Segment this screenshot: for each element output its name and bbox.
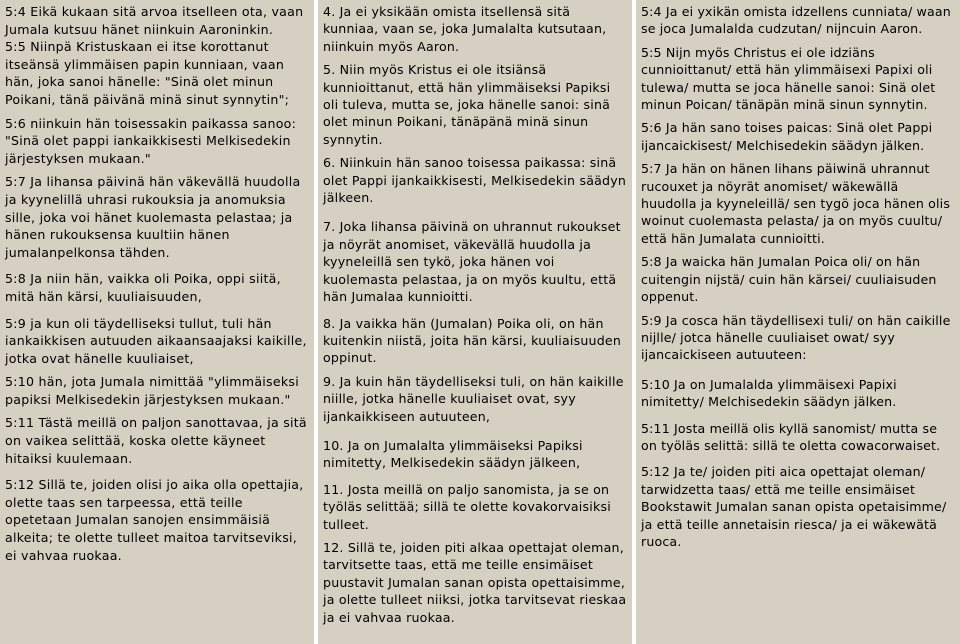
verse-11: 11. Josta meillä on paljo sanomista, ja se on työläs selittää; sillä te olette kovakorvaisiksi tulleet.	[323, 481, 611, 532]
verse-1642-5-6: 5:6 Ja hän sano toises paicas: Sinä olet Pappi ijancaickisest/ Melchisedekin säädyn jälken.	[641, 120, 933, 153]
verse-9: 9. Ja kuin hän täydelliseksi tuli, on hän kaikille niille, jotka hänelle kuuliaiset ovat, syy ijankaikkiseen autuuteen,	[323, 373, 624, 424]
verse-5-6: 5:6 niinkuin hän toisessakin paikassa sanoo: "Sinä olet pappi iankaikkisesti Melkisedekin järjestyksen mukaan."	[5, 115, 297, 166]
verse-1642-5-11: 5:11 Josta meillä olis kyllä sanomist/ mutta se on työläs selittä: sillä te oletta cowacorwaiset.	[641, 420, 941, 453]
verse-5-11: 5:11 Tästä meillä on paljon sanottavaa, ja sitä on vaikea selittää, koska olette käyneet hitaiksi kuulemaan.	[5, 415, 307, 466]
verse-7: 7. Joka lihansa päivinä on uhrannut rukoukset ja nöyrät anomiset, väkevällä huudolla ja kyyneleillä sen tykö, joka hänen voi kuolemasta pelastaa, ja on myös kuultu, että hän Jumalaa kunnioitti.	[323, 219, 621, 305]
verse-5-9: 5:9 ja kun oli täydelliseksi tullut, tuli hän iankaikkisen autuuden aikaansaajaksi kaikille, jotka ovat hänelle kuuliaiset,	[5, 315, 307, 366]
verse-5-12: 5:12 Sillä te, joiden olisi jo aika olla opettajia, olette taas sen tarpeessa, että teille opetetaan Jumalan sanojen ensimmäisiä alkeita; te olette tulleet maitoa tarvitseviksi, ei vahvaa ruokaa.	[5, 477, 304, 563]
verse-5-10: 5:10 hän, jota Jumala nimittää "ylimmäiseksi papiksi Melkisedekin järjestyksen mukaan."	[5, 374, 299, 407]
verse-12: 12. Sillä te, joiden piti alkaa opettajat oleman, tarvitsette taas, että me teille ensimäiset puustavit Jumalan sanan opista opettaisimme, ja olette tulleet niiksi, jotka tarvitsevat rieskaa ja ei vahvaa ruokaa.	[323, 539, 627, 625]
verse-1642-5-5: 5:5 Nijn myös Christus ei ole idziäns cunnioittanut/ että hän ylimmäisexi Papixi oli tulewa/ mutta se joca hänelle sanoi: Sinä olet minun Poican/ tänäpän minä sinun synnytin.	[641, 44, 936, 113]
verse-5-5: 5:5 Niinpä Kristuskaan ei itse korottanut itseänsä ylimmäisen papin kunniaan, vaan hän, joka sanoi hänelle: "Sinä olet minun Poikani, tänä päivänä minä sinut synnytin";	[5, 39, 290, 107]
verse-5-7: 5:7 Ja lihansa päivinä hän väkevällä huudolla ja kyynelillä uhrasi rukouksia ja anomuksia sille, joka voi hänet kuolemasta pelastaa; ja hänen rukouksensa kuultiin hänen jumalanpelkonsa tähden.	[5, 174, 301, 260]
verse-1642-5-4: 5:4 Ja ei yxikän omista idzellens cunniata/ waan se joca Jumalalda cudzutan/ nijncuin Aaron.	[641, 4, 951, 37]
verse-1642-5-7: 5:7 Ja hän on hänen lihans päiwinä uhrannut rucouxet ja nöyrät anomiset/ wäkewällä huudolla ja kyyneleillä/ sen tygö joca hänen olis woinut cuolemasta pelasta/ ja on myös cuultu/ että hän Jumalata cunnioitti.	[641, 161, 951, 246]
verse-1642-5-9: 5:9 Ja cosca hän täydellisexi tuli/ on hän caikille nijlle/ jotca hänelle cuuliaiset owat/ syy ijancaickiseen autuuteen:	[641, 312, 951, 363]
verse-1642-5-8: 5:8 Ja waicka hän Jumalan Poica oli/ on hän cuitengin nijstä/ cuin hän kärsei/ cuuliaisuden oppenut.	[641, 254, 937, 305]
verse-8: 8. Ja vaikka hän (Jumalan) Poika oli, on hän kuitenkin niistä, joita hän kärsi, kuuliaisuuden oppinut.	[323, 315, 622, 366]
verse-4: 4. Ja ei yksikään omista itsellensä sitä kunniaa, vaan se, joka Jumalalta kutsutaan, niinkuin myös Aaron.	[323, 4, 607, 54]
verse-5-8: 5:8 Ja niin hän, vaikka oli Poika, oppi siitä, mitä hän kärsi, kuuliaisuuden,	[5, 271, 281, 304]
verse-1642-5-10: 5:10 Ja on Jumalalda ylimmäisexi Papixi nimitetty/ Melchisedekin säädyn jälken.	[641, 376, 897, 410]
verse-6: 6. Niinkuin hän sanoo toisessa paikassa: sinä olet Pappi ijankaikkisesti, Melkisedekin säädyn jälkeen.	[323, 155, 627, 206]
column-1992-translation	[0, 0, 314, 644]
verse-5: 5. Niin myös Kristus ei ole itsiänsä kunnioittanut, että hän ylimmäiseksi Papiksi oli tuleva, mutta se, joka hänelle sanoi: sinä olet minun Poikani, tänäpänä minä sinun synnytin.	[323, 62, 611, 147]
verse-10: 10. Ja on Jumalalta ylimmäiseksi Papiksi nimitetty, Melkisedekin säädyn jälkeen,	[323, 437, 583, 471]
column-1776-translation	[318, 0, 632, 644]
verse-1642-5-12: 5:12 Ja te/ joiden piti aica opettajat oleman/ tarwidzetta taas/ että me teille ensimäiset Bookstawit Jumalan sanan opista opetaisimme/ ja että teille annetaisin riesca/ ja ei wäkewätä ruoca.	[641, 464, 947, 549]
column-1642-translation	[636, 0, 960, 644]
verse-5-4: 5:4 Eikä kukaan sitä arvoa itselleen ota, vaan Jumala kutsuu hänet niinkuin Aaroninkin.	[5, 4, 304, 37]
